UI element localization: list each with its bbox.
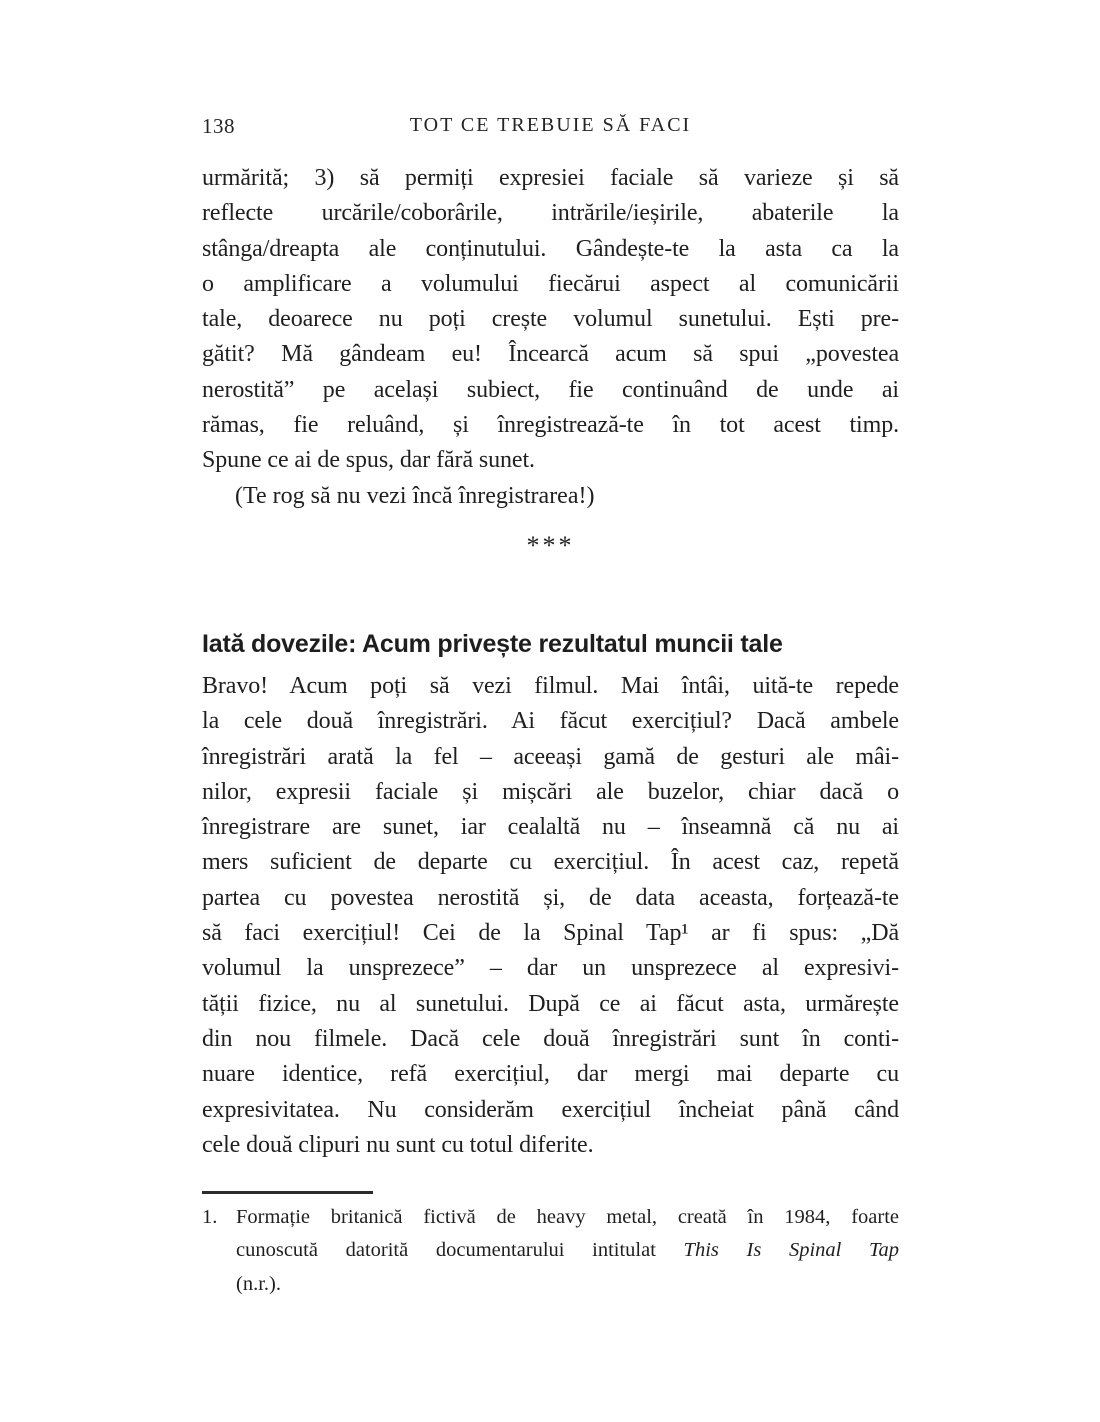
text-line: reflecte urcările/coborârile, intrările/ieșirile, abaterile la: [202, 200, 899, 227]
text-line: Bravo! Acum poți să vezi filmul. Mai întâi, uită-te repede: [202, 673, 899, 699]
section-heading: Iată dovezile: Acum privește rezultatul muncii tale: [202, 630, 783, 658]
text-line: nuare identice, refă exercițiul, dar mergi mai departe cu: [202, 1061, 899, 1088]
paragraph-2-line: (Te rog să nu vezi încă înregistrarea!): [235, 483, 595, 509]
paragraph-1: [202, 161, 899, 479]
text-line: din nou filmele. Dacă cele două înregistrări sunt în conti-: [202, 1025, 899, 1052]
paragraph-3: [202, 669, 899, 1163]
footnote-text-2: cunoscută datorită documentarului intitulat: [236, 1239, 684, 1262]
text-line: tății fizice, nu al sunetului. După ce ai făcut asta, urmărește: [202, 990, 899, 1017]
running-title: TOT CE TREBUIE SĂ FACI: [409, 114, 692, 136]
footnote-rule: [202, 1191, 373, 1194]
text-line: la cele două înregistrări. Ai făcut exercițiul? Dacă ambele: [202, 708, 899, 735]
footnote: [202, 1201, 899, 1301]
page-number: 138: [202, 114, 235, 138]
text-line: mers suficient de departe cu exercițiul. În acest caz, repetă: [202, 849, 899, 876]
running-header: [202, 114, 899, 144]
text-line: înregistrări arată la fel – aceeași gamă de gesturi ale mâi-: [202, 743, 899, 770]
footnote-line-2: [202, 1234, 899, 1267]
text-line: nerostită” pe același subiect, fie continuând de unde ai: [202, 376, 899, 403]
text-line: stânga/dreapta ale conținutului. Gândește-te la asta ca la: [202, 235, 899, 262]
text-line: cele două clipuri nu sunt cu totul diferite.: [202, 1131, 594, 1158]
text-line: nilor, expresii faciale și mișcări ale buzelor, chiar dacă o: [202, 778, 899, 805]
footnote-text-1: Formație britanică fictivă de heavy metal, creată în 1984, foarte: [236, 1206, 899, 1228]
footnote-line-3: (n.r.).: [236, 1272, 281, 1295]
text-line: volumul la unsprezece” – dar un unsprezece al expresivi-: [202, 955, 899, 982]
text-line: să faci exercițiul! Cei de la Spinal Tap¹ ar fi spus: „Dă: [202, 920, 899, 947]
text-line: partea cu povestea nerostită și, de data aceasta, forțează-te: [202, 884, 899, 911]
asterisk-separator: ***: [526, 531, 575, 560]
footnote-marker: 1.: [202, 1206, 218, 1228]
paragraph-2: [202, 479, 899, 514]
text-line: tale, deoarece nu poți crește volumul sunetului. Ești pre-: [202, 306, 899, 333]
text-line: rămas, fie reluând, și înregistrează-te în tot acest timp.: [202, 412, 899, 439]
footnote-line-1: [202, 1201, 899, 1234]
text-line: gătit? Mă gândeam eu! Încearcă acum să spui „povestea: [202, 341, 899, 368]
text-line: Spune ce ai de spus, dar fără sunet.: [202, 447, 535, 474]
text-line: o amplificare a volumului fiecărui aspect al comunicării: [202, 270, 899, 297]
text-line: înregistrare are sunet, iar cealaltă nu – înseamnă că nu ai: [202, 814, 899, 841]
text-line: expresivitatea. Nu considerăm exercițiul încheiat până când: [202, 1096, 899, 1123]
text-line: urmărită; 3) să permiți expresiei faciale să varieze și să: [202, 165, 899, 191]
footnote-book-title: This Is Spinal Tap: [683, 1239, 899, 1262]
